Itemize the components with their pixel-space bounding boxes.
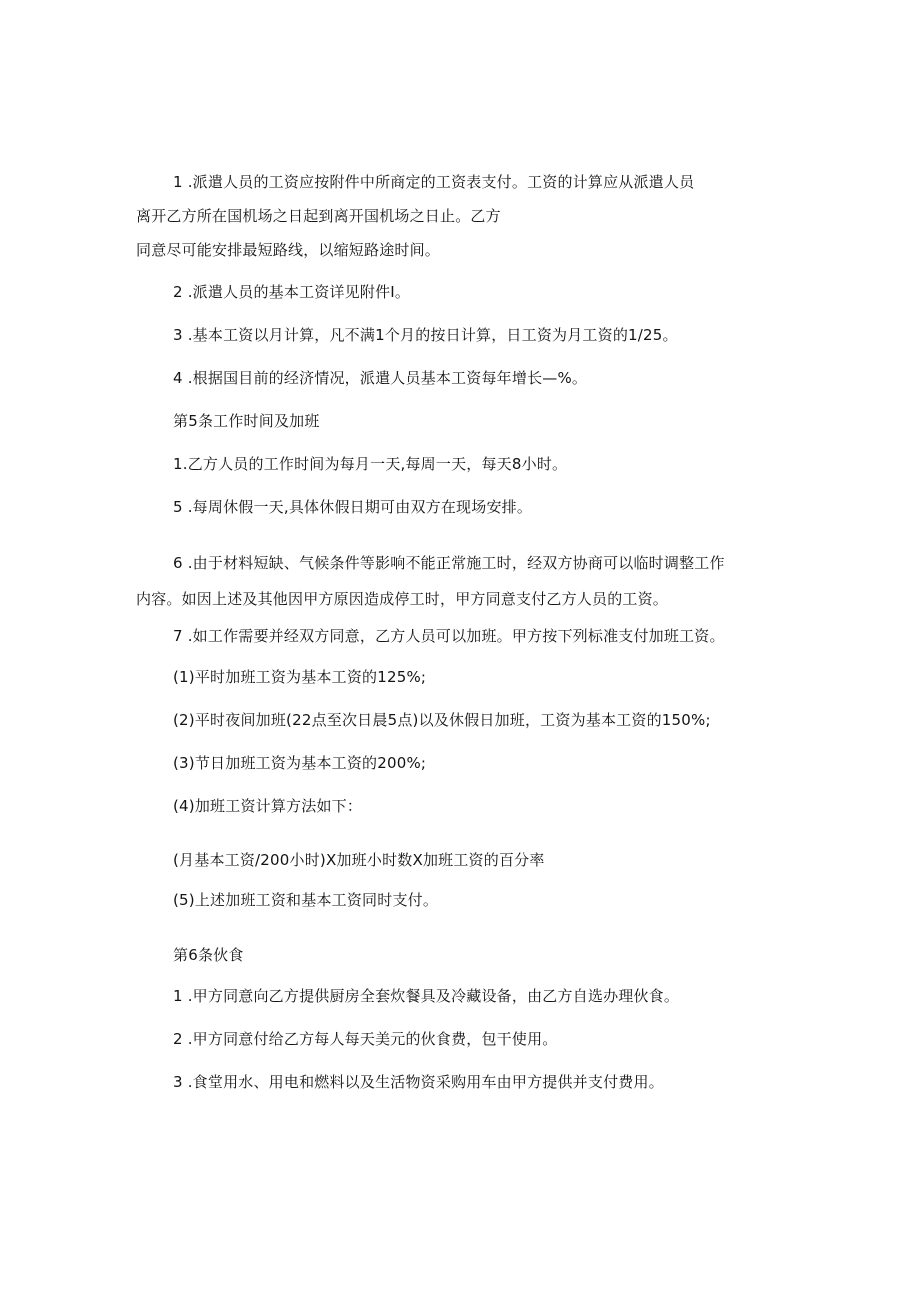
clause-annual-increase: 4 .根据国目前的经济情况，派遣人员基本工资每年增长—%。	[173, 369, 588, 387]
overtime-item-4: (4)加班工资计算方法如下：	[173, 797, 363, 815]
clause-overtime: 7 .如工作需要并经双方同意，乙方人员可以加班。甲方按下列标准支付加班工资。	[173, 627, 725, 645]
clause-monthly-calculation: 3 .基本工资以月计算，凡不满1个月的按日计算，日工资为月工资的1/25。	[173, 326, 678, 344]
overtime-item-1: (1)平时加班工资为基本工资的125%;	[173, 668, 427, 686]
clause-work-adjustment-line-1: 6 .由于材料短缺、气候条件等影响不能正常施工时，经双方协商可以临时调整工作	[173, 554, 725, 572]
clause-salary-line-3: 同意尽可能安排最短路线，以缩短路途时间。	[136, 241, 441, 259]
clause-meal-allowance: 2 .甲方同意付给乙方每人每天美元的伙食费，包干使用。	[173, 1030, 558, 1048]
article-6-heading: 第6条伙食	[173, 946, 244, 964]
overtime-item-5: (5)上述加班工资和基本工资同时支付。	[173, 891, 439, 909]
clause-weekly-leave: 5 .每周休假一天,具体休假日期可由双方在现场安排。	[173, 498, 533, 516]
overtime-item-2: (2)平时夜间加班(22点至次日晨5点)以及休假日加班，工资为基本工资的150%;	[173, 711, 711, 729]
clause-canteen-utilities: 3 .食堂用水、用电和燃料以及生活物资采购用车由甲方提供并支付费用。	[173, 1073, 664, 1091]
clause-basic-salary: 2 .派遣人员的基本工资详见附件I。	[173, 283, 411, 301]
clause-kitchen: 1 .甲方同意向乙方提供厨房全套炊餐具及冷藏设备，由乙方自选办理伙食。	[173, 987, 680, 1005]
clause-salary-line-1: 1 .派遣人员的工资应按附件中所商定的工资表支付。工资的计算应从派遣人员	[173, 173, 695, 191]
clause-salary-line-2: 离开乙方所在国机场之日起到离开国机场之日止。乙方	[136, 207, 501, 225]
clause-work-adjustment-line-2: 内容。如因上述及其他因甲方原因造成停工时，甲方同意支付乙方人员的工资。	[136, 590, 669, 608]
overtime-item-3: (3)节日加班工资为基本工资的200%;	[173, 754, 427, 772]
overtime-formula: (月基本工资/200小时)X加班小时数X加班工资的百分率	[173, 851, 545, 869]
clause-working-hours: 1.乙方人员的工作时间为每月一天,每周一天，每天8小时。	[173, 455, 568, 473]
article-5-heading: 第5条工作时间及加班	[173, 412, 320, 430]
